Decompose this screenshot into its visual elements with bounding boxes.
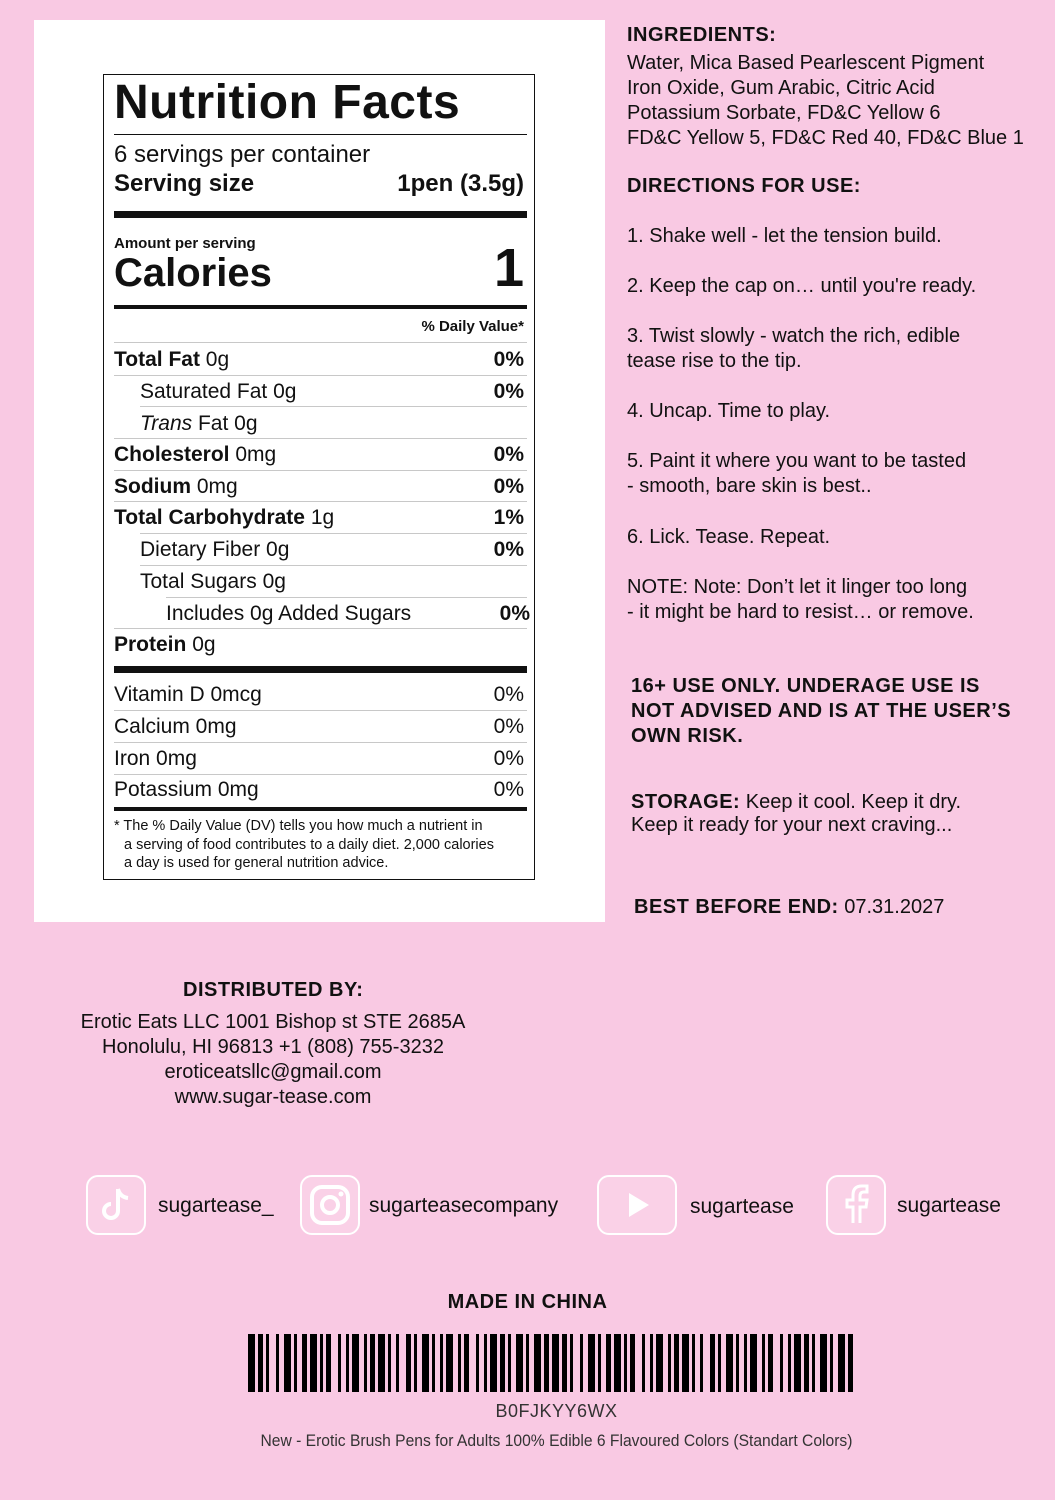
- nutrition-facts-title: Nutrition Facts: [114, 76, 461, 129]
- medium-divider: [114, 807, 527, 811]
- barcode-bar: [302, 1334, 307, 1392]
- barcode-bar: [508, 1334, 511, 1392]
- barcode-bar: [830, 1334, 833, 1392]
- barcode-bar: [656, 1334, 663, 1392]
- barcode-bar: [352, 1334, 359, 1392]
- barcode-bar: [682, 1334, 689, 1392]
- age-warning: 16+ USE ONLY. UNDERAGE USE IS NOT ADVISED AND IS AT THE USER’S OWN RISK.: [631, 675, 1012, 747]
- dv-total-fat: 0%: [493, 348, 524, 371]
- barcode-bar: [310, 1334, 317, 1392]
- barcode-bar: [598, 1334, 601, 1392]
- barcode-bar: [812, 1334, 815, 1392]
- barcode-bar: [490, 1334, 497, 1392]
- barcode-bar: [396, 1334, 399, 1392]
- barcode-bar: [788, 1334, 791, 1392]
- tiktok-handle[interactable]: sugartease_: [158, 1194, 274, 1217]
- barcode-bar: [266, 1334, 269, 1392]
- barcode-bar: [500, 1334, 505, 1392]
- barcode-bar: [588, 1334, 595, 1392]
- barcode-bar: [780, 1334, 783, 1392]
- barcode-bar: [370, 1334, 375, 1392]
- servings-per-container: 6 servings per container: [114, 141, 371, 168]
- barcode-bar: [294, 1334, 297, 1392]
- barcode-bar: [378, 1334, 385, 1392]
- barcode-bar: [750, 1334, 757, 1392]
- barcode-bar: [562, 1334, 567, 1392]
- best-before: BEST BEFORE END: 07.31.2027: [634, 896, 945, 918]
- distributor-heading: DISTRIBUTED BY:: [183, 979, 364, 1001]
- barcode-bar: [762, 1334, 765, 1392]
- barcode-bar: [414, 1334, 417, 1392]
- barcode-bar: [692, 1334, 695, 1392]
- dv-sodium: 0%: [493, 475, 524, 498]
- calories-label: Calories: [114, 251, 272, 295]
- dv-total-carbohydrate: 1%: [493, 506, 524, 529]
- nutrition-facts-box: [103, 74, 535, 880]
- barcode-bar: [848, 1334, 853, 1392]
- barcode-bar: [820, 1334, 827, 1392]
- facebook-handle[interactable]: sugartease: [897, 1194, 1001, 1217]
- row-iron: Iron 0mg: [114, 747, 197, 770]
- serving-size-value: 1pen (3.5g): [397, 170, 524, 197]
- dv-iron: 0%: [493, 747, 524, 770]
- made-in-label: MADE IN CHINA: [447, 1291, 608, 1313]
- barcode-bar: [570, 1334, 573, 1392]
- divider: [114, 134, 527, 135]
- barcode-bar: [552, 1334, 559, 1392]
- row-vitamin-d: Vitamin D 0mcg: [114, 683, 262, 706]
- calories-value: 1: [493, 238, 524, 298]
- ingredients-list: Water, Mica Based Pearlescent Pigment Iron Oxide, Gum Arabic, Citric Acid Potassium Sorbate, FD&C Yellow 6 FD&C Yellow 5, FD&C Red 40, FD&C Blue 1: [627, 52, 1024, 149]
- dv-saturated-fat: 0%: [493, 380, 524, 403]
- distributor-info: Erotic Eats LLC 1001 Bishop st STE 2685A Honolulu, HI 96813 +1 (808) 755-3232 eroticeatsllc@gmail.com www.sugar-tease.com: [80, 1011, 466, 1108]
- row-protein: Protein 0g: [114, 633, 216, 656]
- direction-step-3: 3. Twist slowly - watch the rich, edible tease rise to the tip.: [627, 325, 961, 372]
- barcode-bar: [744, 1334, 747, 1392]
- barcode-bar: [432, 1334, 435, 1392]
- barcode-bar: [440, 1334, 443, 1392]
- barcode-bar: [458, 1334, 461, 1392]
- medium-divider: [114, 305, 527, 309]
- barcode-bar: [768, 1334, 773, 1392]
- row-trans-fat: Trans Fat 0g: [140, 412, 258, 435]
- direction-step-5: 5. Paint it where you want to be tasted - smooth, bare skin is best..: [627, 450, 967, 497]
- barcode-bar: [642, 1334, 645, 1392]
- instagram-icon[interactable]: [300, 1175, 360, 1235]
- barcode-bar: [674, 1334, 679, 1392]
- barcode-bar: [464, 1334, 469, 1392]
- row-dietary-fiber: Dietary Fiber 0g: [140, 538, 290, 561]
- barcode-bar: [346, 1334, 349, 1392]
- barcode-bar: [284, 1334, 291, 1392]
- barcode-bar: [484, 1334, 487, 1392]
- dv-calcium: 0%: [493, 715, 524, 738]
- product-name: New - Erotic Brush Pens for Adults 100% Edible 6 Flavoured Colors (Standart Colors): [260, 1431, 853, 1450]
- barcode-bar: [544, 1334, 549, 1392]
- barcode-bar: [726, 1334, 733, 1392]
- tiktok-icon[interactable]: [86, 1175, 146, 1235]
- dv-dietary-fiber: 0%: [493, 538, 524, 561]
- barcode-bar: [446, 1334, 453, 1392]
- barcode-bar: [422, 1334, 429, 1392]
- serving-size-label: Serving size: [114, 170, 255, 197]
- barcode-bar: [736, 1334, 739, 1392]
- barcode-bar: [838, 1334, 845, 1392]
- daily-value-header: % Daily Value*: [421, 318, 524, 335]
- divider: [140, 406, 527, 407]
- barcode-bar: [580, 1334, 583, 1392]
- barcode-bar: [248, 1334, 255, 1392]
- amount-per-serving: Amount per serving: [114, 235, 256, 252]
- barcode-bar: [338, 1334, 341, 1392]
- barcode-bar: [326, 1334, 331, 1392]
- divider: [114, 342, 527, 343]
- dv-potassium: 0%: [493, 778, 524, 801]
- divider: [140, 565, 527, 566]
- divider: [114, 470, 527, 471]
- divider: [114, 375, 527, 376]
- barcode-bar: [606, 1334, 611, 1392]
- barcode-bar: [388, 1334, 391, 1392]
- divider: [114, 501, 527, 502]
- row-calcium: Calcium 0mg: [114, 715, 237, 738]
- youtube-icon[interactable]: [597, 1175, 677, 1235]
- barcode-bar: [320, 1334, 323, 1392]
- instagram-handle[interactable]: sugarteasecompany: [369, 1194, 559, 1217]
- direction-note: NOTE: Note: Don’t let it linger too long - it might be hard to resist… or remove.: [627, 576, 974, 623]
- youtube-handle[interactable]: sugartease: [690, 1195, 794, 1218]
- direction-step-2: 2. Keep the cap on… until you're ready.: [627, 275, 977, 297]
- barcode-bar: [364, 1334, 367, 1392]
- barcode-number: B0FJKYY6WX: [495, 1401, 618, 1421]
- barcode-bar: [476, 1334, 479, 1392]
- divider: [114, 710, 527, 711]
- barcode-bar: [516, 1334, 523, 1392]
- row-total-carbohydrate: Total Carbohydrate 1g: [114, 506, 335, 529]
- barcode-bar: [534, 1334, 541, 1392]
- facebook-icon[interactable]: [826, 1175, 886, 1235]
- barcode-bar: [650, 1334, 653, 1392]
- barcode-bar: [258, 1334, 263, 1392]
- direction-step-1: 1. Shake well - let the tension build.: [627, 225, 942, 247]
- barcode-bar: [804, 1334, 809, 1392]
- dv-cholesterol: 0%: [493, 443, 524, 466]
- divider: [114, 628, 527, 629]
- barcode-bar: [794, 1334, 801, 1392]
- dv-vitamin-d: 0%: [493, 683, 524, 706]
- row-cholesterol: Cholesterol 0mg: [114, 443, 277, 466]
- directions-heading: DIRECTIONS FOR USE:: [627, 175, 861, 197]
- barcode-bar: [614, 1334, 621, 1392]
- barcode-bar: [526, 1334, 529, 1392]
- row-sodium: Sodium 0mg: [114, 475, 238, 498]
- divider: [114, 438, 527, 439]
- ingredients-heading: INGREDIENTS:: [627, 24, 777, 46]
- barcode-bar: [406, 1334, 411, 1392]
- row-saturated-fat: Saturated Fat 0g: [140, 380, 297, 403]
- barcode-bar: [718, 1334, 721, 1392]
- direction-step-6: 6. Lick. Tease. Repeat.: [627, 526, 831, 548]
- row-total-sugars: Total Sugars 0g: [140, 570, 286, 593]
- dv-added-sugars: 0%: [499, 602, 530, 625]
- barcode-bar: [624, 1334, 627, 1392]
- thick-divider: [114, 211, 527, 218]
- barcode-bar: [700, 1334, 703, 1392]
- direction-step-4: 4. Uncap. Time to play.: [627, 400, 831, 422]
- row-added-sugars: Includes 0g Added Sugars: [166, 602, 412, 625]
- row-total-fat: Total Fat 0g: [114, 348, 230, 371]
- divider: [114, 742, 527, 743]
- storage-info: STORAGE: Keep it cool. Keep it dry. Keep it ready for your next craving...: [631, 791, 962, 836]
- barcode-bar: [276, 1334, 279, 1392]
- thick-divider: [114, 666, 527, 673]
- divider: [114, 774, 527, 775]
- barcode-bar: [710, 1334, 715, 1392]
- barcode-bar: [668, 1334, 671, 1392]
- divider: [140, 533, 527, 534]
- row-potassium: Potassium 0mg: [114, 778, 259, 801]
- divider: [166, 597, 527, 598]
- barcode-bar: [630, 1334, 635, 1392]
- daily-value-footnote: * The % Daily Value (DV) tells you how much a nutrient in a serving of food contributes to a daily diet. 2,000 calories a day is used for general nutrition advice.: [114, 818, 494, 871]
